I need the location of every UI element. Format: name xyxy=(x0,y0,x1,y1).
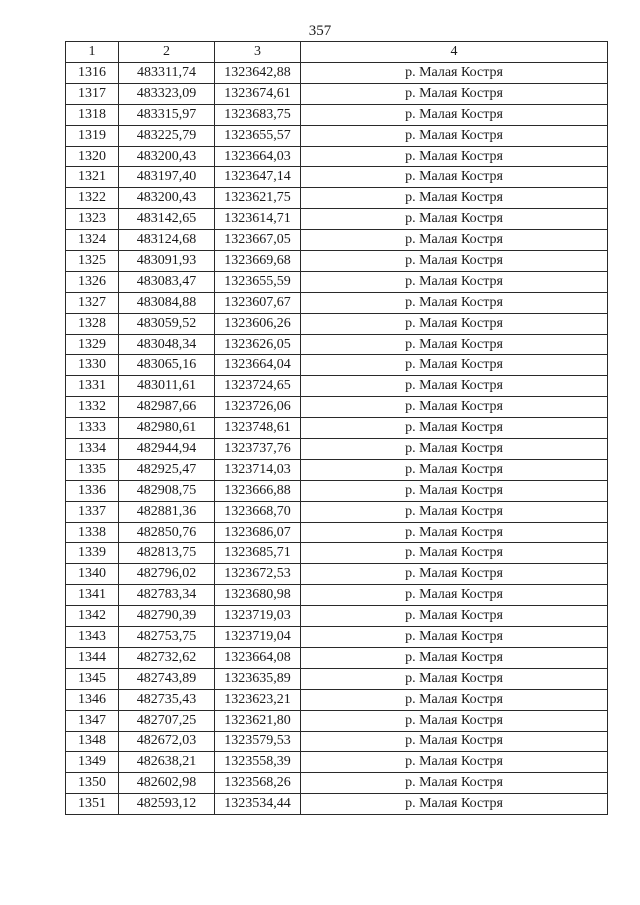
table-row xyxy=(66,689,608,710)
y-coordinate-cell: 1323683,75 xyxy=(215,104,301,125)
x-coordinate-cell: 482881,36 xyxy=(119,501,215,522)
y-coordinate-cell: 1323647,14 xyxy=(215,167,301,188)
y-coordinate-cell: 1323579,53 xyxy=(215,731,301,752)
x-coordinate-cell: 483084,88 xyxy=(119,292,215,313)
header-col-2: 2 xyxy=(119,42,215,63)
y-coordinate-cell: 1323655,59 xyxy=(215,271,301,292)
x-coordinate-cell: 483083,47 xyxy=(119,271,215,292)
header-col-4: 4 xyxy=(301,42,608,63)
point-number-cell: 1348 xyxy=(66,731,119,752)
x-coordinate-cell: 483225,79 xyxy=(119,125,215,146)
point-number-cell: 1343 xyxy=(66,627,119,648)
description-cell: р. Малая Костря xyxy=(301,209,608,230)
x-coordinate-cell: 482638,21 xyxy=(119,752,215,773)
description-cell: р. Малая Костря xyxy=(301,251,608,272)
x-coordinate-cell: 482732,62 xyxy=(119,647,215,668)
table-row xyxy=(66,83,608,104)
y-coordinate-cell: 1323568,26 xyxy=(215,773,301,794)
x-coordinate-cell: 482944,94 xyxy=(119,439,215,460)
table-row xyxy=(66,543,608,564)
description-cell: р. Малая Костря xyxy=(301,125,608,146)
description-cell: р. Малая Костря xyxy=(301,459,608,480)
x-coordinate-cell: 483200,43 xyxy=(119,188,215,209)
description-cell: р. Малая Костря xyxy=(301,647,608,668)
description-cell: р. Малая Костря xyxy=(301,83,608,104)
y-coordinate-cell: 1323680,98 xyxy=(215,585,301,606)
table-row xyxy=(66,209,608,230)
point-number-cell: 1318 xyxy=(66,104,119,125)
description-cell: р. Малая Костря xyxy=(301,752,608,773)
point-number-cell: 1317 xyxy=(66,83,119,104)
y-coordinate-cell: 1323724,65 xyxy=(215,376,301,397)
x-coordinate-cell: 482850,76 xyxy=(119,522,215,543)
x-coordinate-cell: 482796,02 xyxy=(119,564,215,585)
x-coordinate-cell: 482735,43 xyxy=(119,689,215,710)
header-row xyxy=(66,42,608,63)
table-row xyxy=(66,313,608,334)
y-coordinate-cell: 1323607,67 xyxy=(215,292,301,313)
table-row xyxy=(66,334,608,355)
x-coordinate-cell: 483091,93 xyxy=(119,251,215,272)
point-number-cell: 1321 xyxy=(66,167,119,188)
description-cell: р. Малая Костря xyxy=(301,167,608,188)
y-coordinate-cell: 1323737,76 xyxy=(215,439,301,460)
x-coordinate-cell: 482672,03 xyxy=(119,731,215,752)
description-cell: р. Малая Костря xyxy=(301,668,608,689)
point-number-cell: 1327 xyxy=(66,292,119,313)
description-cell: р. Малая Костря xyxy=(301,564,608,585)
y-coordinate-cell: 1323664,04 xyxy=(215,355,301,376)
point-number-cell: 1330 xyxy=(66,355,119,376)
x-coordinate-cell: 483311,74 xyxy=(119,63,215,84)
table-body xyxy=(66,63,608,815)
y-coordinate-cell: 1323686,07 xyxy=(215,522,301,543)
x-coordinate-cell: 482707,25 xyxy=(119,710,215,731)
point-number-cell: 1336 xyxy=(66,480,119,501)
table-header xyxy=(66,42,608,63)
y-coordinate-cell: 1323685,71 xyxy=(215,543,301,564)
table-row xyxy=(66,376,608,397)
x-coordinate-cell: 482987,66 xyxy=(119,397,215,418)
page-number: 357 xyxy=(308,23,332,39)
description-cell: р. Малая Костря xyxy=(301,773,608,794)
x-coordinate-cell: 482980,61 xyxy=(119,418,215,439)
table-row xyxy=(66,104,608,125)
table-row xyxy=(66,647,608,668)
point-number-cell: 1347 xyxy=(66,710,119,731)
point-number-cell: 1338 xyxy=(66,522,119,543)
point-number-cell: 1334 xyxy=(66,439,119,460)
y-coordinate-cell: 1323626,05 xyxy=(215,334,301,355)
table-row xyxy=(66,794,608,815)
point-number-cell: 1349 xyxy=(66,752,119,773)
table-row xyxy=(66,418,608,439)
x-coordinate-cell: 483200,43 xyxy=(119,146,215,167)
description-cell: р. Малая Костря xyxy=(301,355,608,376)
table-row xyxy=(66,522,608,543)
y-coordinate-cell: 1323666,88 xyxy=(215,480,301,501)
point-number-cell: 1350 xyxy=(66,773,119,794)
x-coordinate-cell: 482925,47 xyxy=(119,459,215,480)
x-coordinate-cell: 482593,12 xyxy=(119,794,215,815)
description-cell: р. Малая Костря xyxy=(301,794,608,815)
x-coordinate-cell: 482813,75 xyxy=(119,543,215,564)
y-coordinate-cell: 1323621,80 xyxy=(215,710,301,731)
table-row xyxy=(66,501,608,522)
point-number-cell: 1340 xyxy=(66,564,119,585)
description-cell: р. Малая Костря xyxy=(301,188,608,209)
x-coordinate-cell: 482790,39 xyxy=(119,606,215,627)
point-number-cell: 1332 xyxy=(66,397,119,418)
description-cell: р. Малая Костря xyxy=(301,292,608,313)
description-cell: р. Малая Костря xyxy=(301,63,608,84)
point-number-cell: 1333 xyxy=(66,418,119,439)
table-row xyxy=(66,355,608,376)
description-cell: р. Малая Костря xyxy=(301,501,608,522)
point-number-cell: 1337 xyxy=(66,501,119,522)
description-cell: р. Малая Костря xyxy=(301,230,608,251)
point-number-cell: 1351 xyxy=(66,794,119,815)
point-number-cell: 1328 xyxy=(66,313,119,334)
point-number-cell: 1326 xyxy=(66,271,119,292)
point-number-cell: 1345 xyxy=(66,668,119,689)
y-coordinate-cell: 1323623,21 xyxy=(215,689,301,710)
y-coordinate-cell: 1323726,06 xyxy=(215,397,301,418)
point-number-cell: 1339 xyxy=(66,543,119,564)
header-col-3: 3 xyxy=(215,42,301,63)
y-coordinate-cell: 1323719,03 xyxy=(215,606,301,627)
y-coordinate-cell: 1323674,61 xyxy=(215,83,301,104)
table-row xyxy=(66,397,608,418)
y-coordinate-cell: 1323748,61 xyxy=(215,418,301,439)
description-cell: р. Малая Костря xyxy=(301,522,608,543)
x-coordinate-cell: 482602,98 xyxy=(119,773,215,794)
description-cell: р. Малая Костря xyxy=(301,376,608,397)
y-coordinate-cell: 1323558,39 xyxy=(215,752,301,773)
description-cell: р. Малая Костря xyxy=(301,418,608,439)
coordinates-table xyxy=(65,41,608,815)
table-row xyxy=(66,251,608,272)
table-row xyxy=(66,439,608,460)
point-number-cell: 1324 xyxy=(66,230,119,251)
point-number-cell: 1335 xyxy=(66,459,119,480)
y-coordinate-cell: 1323719,04 xyxy=(215,627,301,648)
description-cell: р. Малая Костря xyxy=(301,543,608,564)
x-coordinate-cell: 482783,34 xyxy=(119,585,215,606)
y-coordinate-cell: 1323621,75 xyxy=(215,188,301,209)
point-number-cell: 1323 xyxy=(66,209,119,230)
description-cell: р. Малая Костря xyxy=(301,627,608,648)
description-cell: р. Малая Костря xyxy=(301,104,608,125)
x-coordinate-cell: 483142,65 xyxy=(119,209,215,230)
y-coordinate-cell: 1323664,08 xyxy=(215,647,301,668)
y-coordinate-cell: 1323614,71 xyxy=(215,209,301,230)
table-row xyxy=(66,188,608,209)
x-coordinate-cell: 483059,52 xyxy=(119,313,215,334)
table-row xyxy=(66,606,608,627)
y-coordinate-cell: 1323635,89 xyxy=(215,668,301,689)
table-row xyxy=(66,271,608,292)
description-cell: р. Малая Костря xyxy=(301,146,608,167)
table-row xyxy=(66,167,608,188)
y-coordinate-cell: 1323669,68 xyxy=(215,251,301,272)
header-col-1: 1 xyxy=(66,42,119,63)
table-row xyxy=(66,627,608,648)
x-coordinate-cell: 482908,75 xyxy=(119,480,215,501)
y-coordinate-cell: 1323534,44 xyxy=(215,794,301,815)
table-row xyxy=(66,292,608,313)
description-cell: р. Малая Костря xyxy=(301,731,608,752)
point-number-cell: 1322 xyxy=(66,188,119,209)
point-number-cell: 1329 xyxy=(66,334,119,355)
y-coordinate-cell: 1323667,05 xyxy=(215,230,301,251)
table-row xyxy=(66,459,608,480)
description-cell: р. Малая Костря xyxy=(301,585,608,606)
y-coordinate-cell: 1323714,03 xyxy=(215,459,301,480)
x-coordinate-cell: 482743,89 xyxy=(119,668,215,689)
x-coordinate-cell: 483124,68 xyxy=(119,230,215,251)
y-coordinate-cell: 1323668,70 xyxy=(215,501,301,522)
point-number-cell: 1342 xyxy=(66,606,119,627)
point-number-cell: 1341 xyxy=(66,585,119,606)
description-cell: р. Малая Костря xyxy=(301,710,608,731)
y-coordinate-cell: 1323672,53 xyxy=(215,564,301,585)
x-coordinate-cell: 483065,16 xyxy=(119,355,215,376)
table-row xyxy=(66,564,608,585)
y-coordinate-cell: 1323655,57 xyxy=(215,125,301,146)
description-cell: р. Малая Костря xyxy=(301,439,608,460)
description-cell: р. Малая Костря xyxy=(301,271,608,292)
table-row xyxy=(66,752,608,773)
y-coordinate-cell: 1323642,88 xyxy=(215,63,301,84)
table-row xyxy=(66,125,608,146)
point-number-cell: 1319 xyxy=(66,125,119,146)
y-coordinate-cell: 1323664,03 xyxy=(215,146,301,167)
x-coordinate-cell: 483048,34 xyxy=(119,334,215,355)
point-number-cell: 1331 xyxy=(66,376,119,397)
description-cell: р. Малая Костря xyxy=(301,313,608,334)
y-coordinate-cell: 1323606,26 xyxy=(215,313,301,334)
x-coordinate-cell: 483323,09 xyxy=(119,83,215,104)
table-row xyxy=(66,731,608,752)
description-cell: р. Малая Костря xyxy=(301,606,608,627)
description-cell: р. Малая Костря xyxy=(301,334,608,355)
table-row xyxy=(66,668,608,689)
description-cell: р. Малая Костря xyxy=(301,689,608,710)
table-row xyxy=(66,480,608,501)
table-row xyxy=(66,585,608,606)
x-coordinate-cell: 483011,61 xyxy=(119,376,215,397)
table-row xyxy=(66,710,608,731)
description-cell: р. Малая Костря xyxy=(301,480,608,501)
point-number-cell: 1346 xyxy=(66,689,119,710)
description-cell: р. Малая Костря xyxy=(301,397,608,418)
x-coordinate-cell: 483315,97 xyxy=(119,104,215,125)
table-row xyxy=(66,146,608,167)
point-number-cell: 1325 xyxy=(66,251,119,272)
x-coordinate-cell: 482753,75 xyxy=(119,627,215,648)
point-number-cell: 1316 xyxy=(66,63,119,84)
table-row xyxy=(66,773,608,794)
point-number-cell: 1320 xyxy=(66,146,119,167)
point-number-cell: 1344 xyxy=(66,647,119,668)
x-coordinate-cell: 483197,40 xyxy=(119,167,215,188)
table-row xyxy=(66,63,608,84)
table-row xyxy=(66,230,608,251)
